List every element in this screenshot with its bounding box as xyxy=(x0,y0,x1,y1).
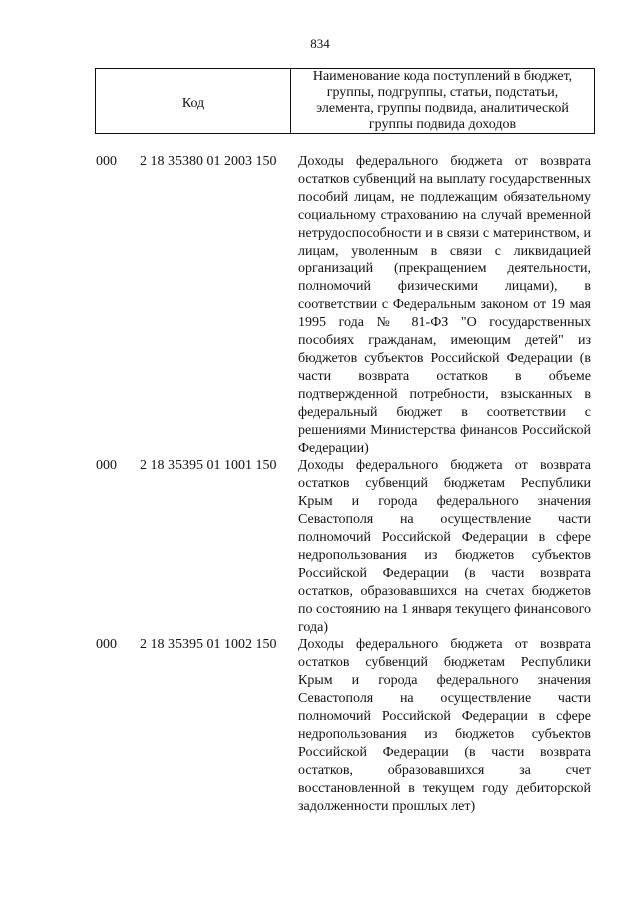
admin-code: 000 xyxy=(96,154,117,169)
header-code-label: Код xyxy=(96,69,291,133)
entries-list xyxy=(96,153,591,816)
table-row xyxy=(96,153,591,457)
revenue-code: 2 18 35395 01 1001 150 xyxy=(140,458,277,474)
revenue-description: Доходы федерального бюджета от возврата остатков субвенций бюджетам Республики Крым и города федерального значения Севастополя на осуществление части полномочий Российской Федерации в сфере недропользования из бюджетов субъектов Российской Федерации (в части возврата остатков, образовавшихся на счетах бюджетов по состоянию на 1 января текущего финансового года) xyxy=(298,458,591,635)
header-name-label: Наименование кода поступлений в бюджет, группы, подгруппы, статьи, подстатьи, элемента, группы подвида, аналитической группы подвида доходов xyxy=(312,69,573,132)
revenue-code: 2 18 35380 01 2003 150 xyxy=(140,154,277,169)
table-header xyxy=(95,68,595,134)
table-row xyxy=(96,457,591,636)
admin-code: 000 xyxy=(96,458,117,474)
revenue-code: 2 18 35395 01 1002 150 xyxy=(140,637,277,653)
admin-code: 000 xyxy=(96,637,117,653)
revenue-description: Доходы федерального бюджета от возврата остатков субвенций на выплату государственных пособий лицам, не подлежащим обязательному социальному страхованию на случай временной нетрудоспособности и в связи с материнством, и лицам, уволенным в связи с ликвидацией организаций (прекращением деятельности, полномочий физическими лицами), в соответствии с Федеральным законом от 19 мая 1995 года № 81-ФЗ "О государственных пособиях гражданам, имеющим детей" из бюджетов субъектов Российской Федерации (в части возврата остатков в объеме подтвержденной потребности, взысканных в федеральный бюджет в соответствии с решениями Министерства финансов Российской Федерации) xyxy=(298,154,591,456)
revenue-description: Доходы федерального бюджета от возврата остатков субвенций бюджетам Республики Крым и города федерального значения Севастополя на осуществление части полномочий Российской Федерации в сфере недропользования из бюджетов субъектов Российской Федерации (в части возврата остатков, образовавшихся за счет восстановленной в текущем году дебиторской задолженности прошлых лет) xyxy=(298,637,591,814)
page-number: 834 xyxy=(310,36,330,51)
table-row xyxy=(96,636,591,815)
